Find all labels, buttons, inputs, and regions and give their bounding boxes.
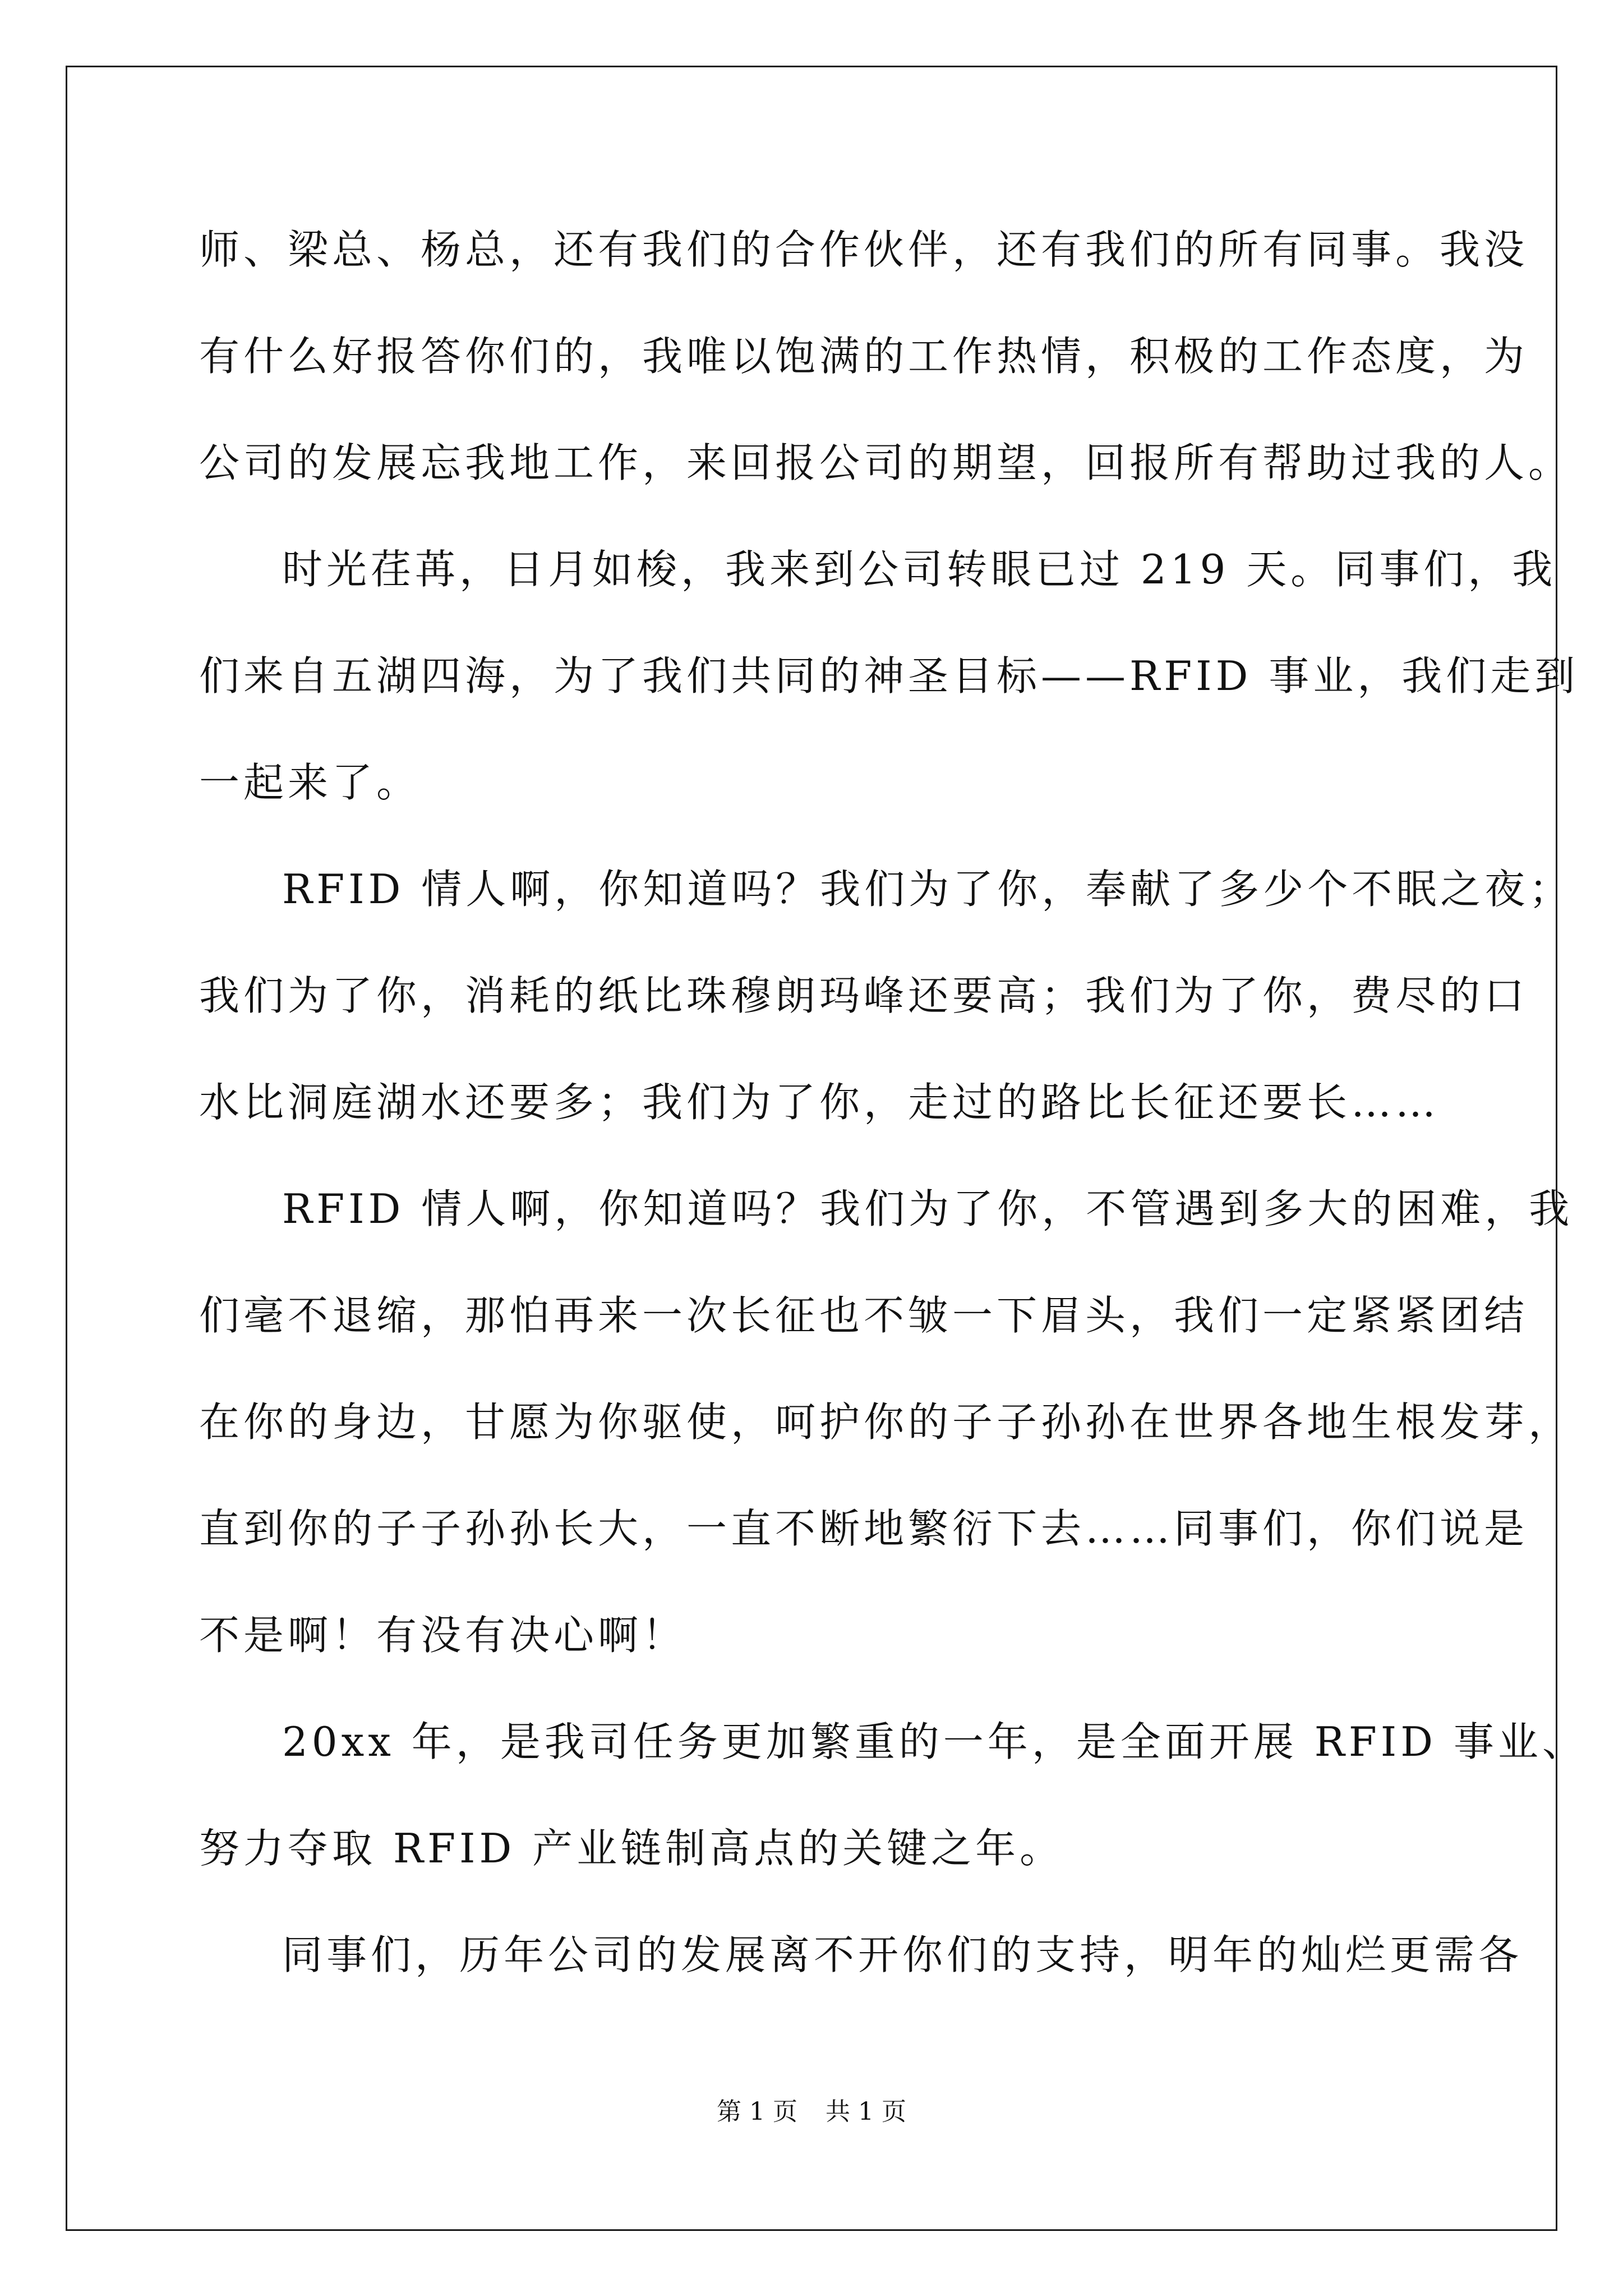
text-line: 一起来了。 <box>199 759 421 806</box>
text-line: 努力夺取 RFID 产业链制高点的关键之年。 <box>199 1825 1064 1872</box>
text-line: RFID 情人啊，你知道吗？我们为了你，不管遇到多大的困难，我 <box>282 1185 1574 1232</box>
text-line: 们毫不退缩，那怕再来一次长征也不皱一下眉头，我们一定紧紧团结 <box>199 1292 1529 1339</box>
text-line: 20xx 年，是我司任务更加繁重的一年，是全面开展 RFID 事业、 <box>282 1718 1587 1765</box>
text-line: RFID 情人啊，你知道吗？我们为了你，奉献了多少个不眠之夜； <box>282 866 1574 913</box>
page-footer <box>0 2095 1623 2129</box>
text-line: 师、梁总、杨总，还有我们的合作伙伴，还有我们的所有同事。我没 <box>199 226 1529 273</box>
text-line: 们来自五湖四海，为了我们共同的神圣目标——RFID 事业，我们走到 <box>199 652 1579 700</box>
text-line: 在你的身边，甘愿为你驱使，呵护你的子子孙孙在世界各地生根发芽， <box>199 1398 1573 1446</box>
text-line: 水比洞庭湖水还要多；我们为了你，走过的路比长征还要长…… <box>199 1079 1440 1126</box>
text-line: 公司的发展忘我地工作，来回报公司的期望，回报所有帮助过我的人。 <box>199 439 1573 486</box>
text-line: 时光荏苒，日月如梭，我来到公司转眼已过 219 天。同事们，我 <box>282 546 1557 593</box>
page-number: 第 1 页 <box>717 2097 797 2126</box>
text-line: 有什么好报答你们的，我唯以饱满的工作热情，积极的工作态度，为 <box>199 333 1529 380</box>
page-border <box>66 66 1587 2231</box>
text-line: 不是啊！有没有决心啊！ <box>199 1612 687 1659</box>
text-line: 我们为了你，消耗的纸比珠穆朗玛峰还要高；我们为了你，费尽的口 <box>199 972 1529 1019</box>
text-line: 直到你的子子孙孙长大，一直不断地繁衍下去……同事们，你们说是 <box>199 1505 1529 1552</box>
text-line: 同事们，历年公司的发展离不开你们的支持，明年的灿烂更需各 <box>282 1931 1523 1978</box>
page-total: 共 1 页 <box>826 2097 906 2126</box>
